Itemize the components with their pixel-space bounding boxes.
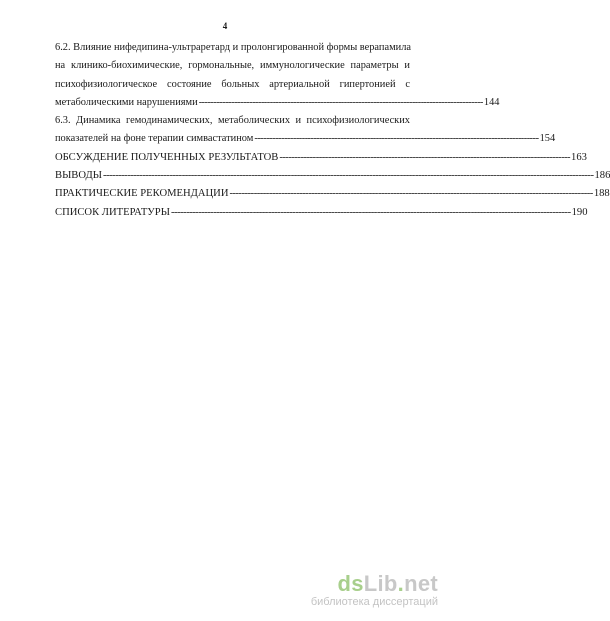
toc-page-number: 144: [483, 96, 500, 108]
dslib-logo: [311, 572, 438, 596]
logo-net: net: [404, 571, 438, 596]
toc-leader: ------------------------------------------------------------------------------------------------: [198, 96, 483, 108]
logo-ds: ds: [337, 571, 364, 596]
toc-page-number: 188: [593, 188, 610, 200]
page-number: 4: [222, 21, 228, 31]
toc-entry: [55, 185, 610, 203]
toc-entry-last-line: [55, 185, 610, 203]
toc-entry-title: ОБСУЖДЕНИЕ ПОЛУЧЕННЫХ РЕЗУЛЬТАТОВ: [55, 151, 279, 163]
toc-leader: ------------------------------------------------------------------------------------------------------------------------------------------------------------------: [102, 170, 594, 182]
logo-lib: Lib: [363, 571, 398, 596]
toc-entry-last-line: [55, 130, 556, 148]
toc-leader: ------------------------------------------------------------------------------------------------------------------------------------: [170, 206, 571, 218]
toc-entry-line: на клинико-биохимические, гормональные, иммунологические параметры и: [55, 60, 410, 72]
toc-entry: [55, 39, 500, 112]
toc-page-number: 190: [571, 206, 588, 218]
toc-entry-title: метаболическими нарушениями: [55, 96, 198, 108]
toc-entry-last-line: [55, 149, 587, 167]
toc-entry-title: СПИСОК ЛИТЕРАТУРЫ: [55, 206, 170, 218]
toc-entry-title: ВЫВОДЫ: [55, 170, 102, 182]
table-of-contents: [55, 39, 610, 222]
toc-entry: [55, 112, 556, 149]
toc-entry-title: ПРАКТИЧЕСКИЕ РЕКОМЕНДАЦИИ: [55, 188, 229, 200]
toc-entry: [55, 149, 587, 167]
toc-leader: ------------------------------------------------------------------------------------------------: [254, 133, 539, 145]
toc-entry-line: 6.3. Динамика гемодинамических, метаболических и психофизиологических: [55, 115, 410, 127]
toc-entry-last-line: [55, 94, 500, 112]
toc-entry-line: психофизиологическое состояние больных артериальной гипертонией с: [55, 78, 410, 90]
toc-entry: [55, 204, 588, 222]
toc-page-number: 154: [539, 133, 556, 145]
watermark-subtitle: библиотека диссертаций: [310, 596, 438, 608]
toc-entry-title: показателей на фоне терапии симвастатином: [55, 133, 254, 145]
toc-leader: ------------------------------------------------------------------------------------------------------------------------: [229, 188, 593, 200]
toc-leader: ------------------------------------------------------------------------------------------------: [279, 151, 571, 163]
toc-page-number: 163: [571, 151, 587, 163]
logo-dot: .: [397, 571, 405, 596]
toc-entry-last-line: [55, 167, 610, 185]
toc-page-number: 186: [594, 170, 610, 182]
toc-entry-last-line: [55, 204, 588, 222]
dslib-watermark: [311, 572, 438, 609]
toc-entry: [55, 167, 610, 185]
toc-entry-line: 6.2. Влияние нифедипина-ультраретард и пролонгированной формы верапамила: [55, 42, 412, 53]
